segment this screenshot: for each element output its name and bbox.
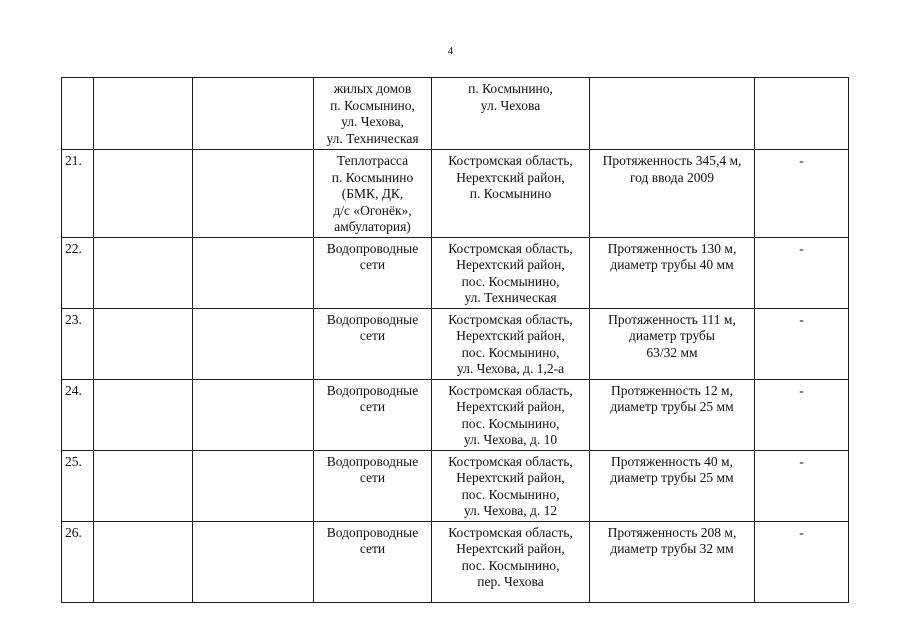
object-name-cell: жилых домов п. Космынино, ул. Чехова, ул. Техническая xyxy=(314,78,432,150)
empty-cell xyxy=(193,78,314,150)
extra-cell: - xyxy=(755,308,849,379)
object-name-cell: Водопроводные сети xyxy=(314,521,432,602)
empty-cell xyxy=(193,308,314,379)
characteristics-cell: Протяженность 130 м, диаметр трубы 40 мм xyxy=(590,237,755,308)
characteristics-cell: Протяженность 208 м, диаметр трубы 32 мм xyxy=(590,521,755,602)
extra-cell: - xyxy=(755,237,849,308)
address-cell: Костромская область, Нерехтский район, пос. Космынино, ул. Чехова, д. 1,2-а xyxy=(432,308,590,379)
table-row xyxy=(62,379,849,450)
object-name-cell: Водопроводные сети xyxy=(314,450,432,521)
address-cell: Костромская область, Нерехтский район, п. Космынино xyxy=(432,150,590,238)
empty-cell xyxy=(94,78,193,150)
address-cell: Костромская область, Нерехтский район, пос. Космынино, пер. Чехова xyxy=(432,521,590,602)
address-cell: Костромская область, Нерехтский район, пос. Космынино, ул. Техническая xyxy=(432,237,590,308)
empty-cell xyxy=(94,521,193,602)
object-name-cell: Водопроводные сети xyxy=(314,308,432,379)
empty-cell xyxy=(193,237,314,308)
extra-cell: - xyxy=(755,450,849,521)
characteristics-cell: Протяженность 111 м, диаметр трубы 63/32 мм xyxy=(590,308,755,379)
page-number: 4 xyxy=(447,45,454,57)
characteristics-cell: Протяженность 12 м, диаметр трубы 25 мм xyxy=(590,379,755,450)
property-table xyxy=(61,77,849,603)
characteristics-cell xyxy=(590,78,755,150)
empty-cell xyxy=(94,237,193,308)
row-number-cell xyxy=(62,78,94,150)
row-number-cell: 26. xyxy=(62,521,94,602)
object-name-cell: Водопроводные сети xyxy=(314,237,432,308)
empty-cell xyxy=(94,379,193,450)
table-row xyxy=(62,450,849,521)
characteristics-cell: Протяженность 40 м, диаметр трубы 25 мм xyxy=(590,450,755,521)
table-row xyxy=(62,521,849,602)
table-row xyxy=(62,150,849,238)
extra-cell: - xyxy=(755,521,849,602)
extra-cell: - xyxy=(755,379,849,450)
characteristics-cell: Протяженность 345,4 м, год ввода 2009 xyxy=(590,150,755,238)
address-cell: п. Космынино, ул. Чехова xyxy=(432,78,590,150)
empty-cell xyxy=(193,450,314,521)
table-row xyxy=(62,237,849,308)
extra-cell: - xyxy=(755,150,849,238)
table-row xyxy=(62,78,849,150)
row-number-cell: 24. xyxy=(62,379,94,450)
address-cell: Костромская область, Нерехтский район, пос. Космынино, ул. Чехова, д. 10 xyxy=(432,379,590,450)
object-name-cell: Водопроводные сети xyxy=(314,379,432,450)
row-number-cell: 21. xyxy=(62,150,94,238)
empty-cell xyxy=(94,308,193,379)
extra-cell xyxy=(755,78,849,150)
row-number-cell: 22. xyxy=(62,237,94,308)
empty-cell xyxy=(193,521,314,602)
empty-cell xyxy=(193,150,314,238)
row-number-cell: 23. xyxy=(62,308,94,379)
object-name-cell: Теплотрасса п. Космынино (БМК, ДК, д/с «Огонёк», амбулатория) xyxy=(314,150,432,238)
empty-cell xyxy=(193,379,314,450)
address-cell: Костромская область, Нерехтский район, пос. Космынино, ул. Чехова, д. 12 xyxy=(432,450,590,521)
row-number-cell: 25. xyxy=(62,450,94,521)
empty-cell xyxy=(94,450,193,521)
empty-cell xyxy=(94,150,193,238)
table-row xyxy=(62,308,849,379)
